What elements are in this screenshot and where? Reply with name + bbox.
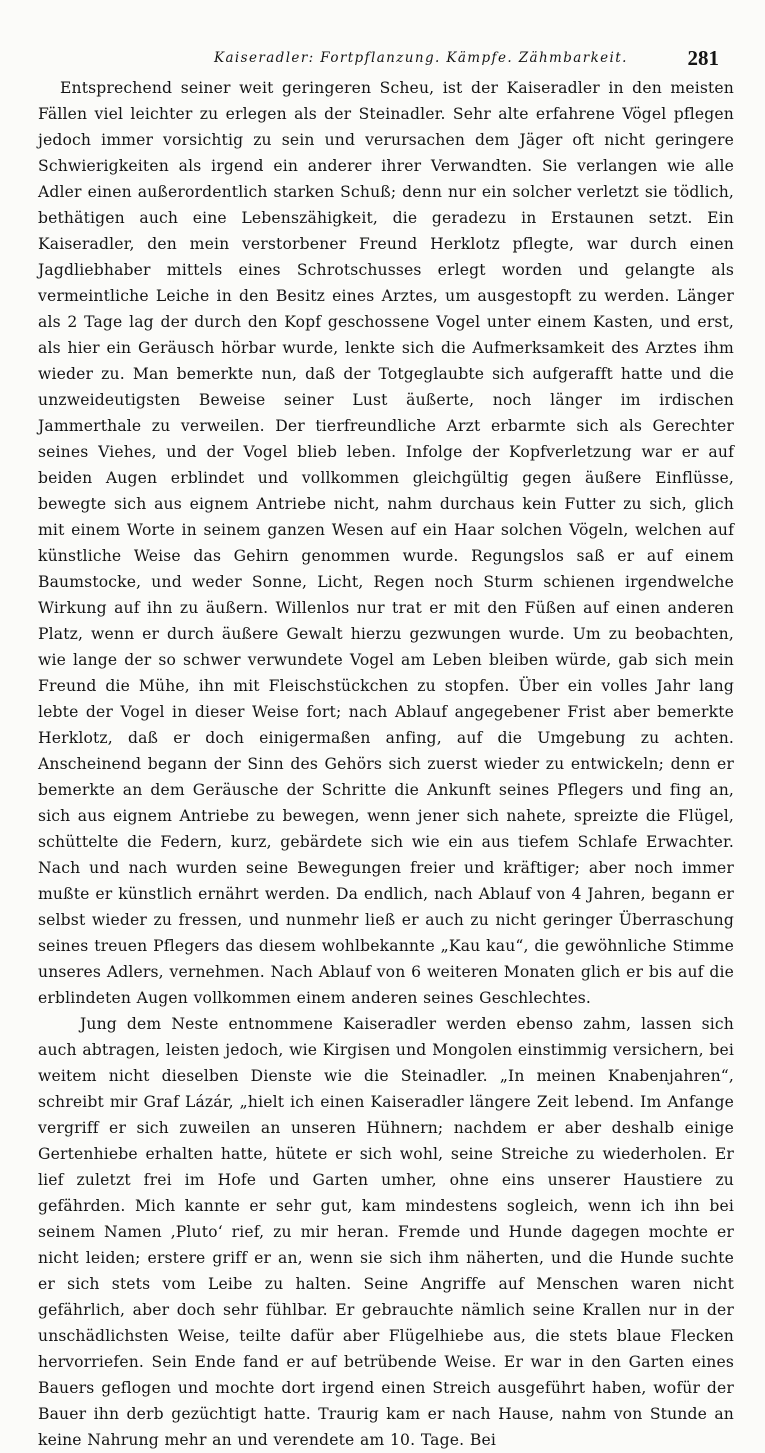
body-text xyxy=(38,75,734,1453)
paragraph-tame-eagle: Jung dem Neste entnommene Kaiseradler werden ebenso zahm, lassen sich auch abtragen, leisten jedoch, wie Kirgisen und Mongolen einstimmig versichern, bei weitem nicht dieselben Dienste wie die Steinadler. „In meinen Knabenjahren“, schreibt mir Graf Lázár, „hielt ich einen Kaiseradler längere Zeit lebend. Im Anfange vergriff er sich zuweilen an unseren Hühnern; nachdem er aber deshalb einige Gertenhiebe erhalten hatte, hütete er sich wohl, seine Streiche zu wiederholen. Er lief zuletzt frei im Hofe und Garten umher, ohne eins unserer Haustiere zu gefährden. Mich kannte er sehr gut, kam mindestens sogleich, wenn ich ihn bei seinem Namen ‚Pluto‘ rief, zu mir heran. Fremde und Hunde dagegen mochte er nicht leiden; erstere griff er an, wenn sie sich ihm näherten, und die Hunde suchte er sich stets vom Leibe zu halten. Seine Angriffe auf Menschen waren nicht gefährlich, aber doch sehr fühlbar. Er gebrauchte nämlich seine Krallen nur in der unschädlichsten Weise, teilte dafür aber Flügelhiebe aus, die stets blaue Flecken hervorriefen. Sein Ende fand er auf betrübende Weise. Er war in den Garten eines Bauers geflogen und mochte dort irgend einen Streich ausgeführt haben, wofür der Bauer ihn derb gezüchtigt hatte. Traurig kam er nach Hause, nahm von Stunde an keine Nahrung mehr an und verendete am 10. Tage. Bei xyxy=(38,1015,734,1449)
paragraph-wounded-eagle: Entsprechend seiner weit geringeren Scheu, ist der Kaiseradler in den meisten Fällen viel leichter zu erlegen als der Steinadler. Sehr alte erfahrene Vögel pflegen jedoch immer vorsichtig zu sein und verursachen dem Jäger oft nicht geringere Schwierigkeiten als irgend ein anderer ihrer Verwandten. Sie verlangen wie alle Adler einen außerordentlich starken Schuß; denn nur ein solcher verletzt sie tödlich, bethätigen auch eine Lebenszähigkeit, die geradezu in Erstaunen setzt. Ein Kaiseradler, den mein verstorbener Freund Herklotz pflegte, war durch einen Jagdliebhaber mittels eines Schrotschusses erlegt worden und gelangte als vermeintliche Leiche in den Besitz eines Arztes, um ausgestopft zu werden. Länger als 2 Tage lag der durch den Kopf geschossene Vogel unter einem Kasten, und erst, als hier ein Geräusch hörbar wurde, lenkte sich die Aufmerksamkeit des Arztes ihm wieder zu. Man bemerkte nun, daß der Totgeglaubte sich aufgerafft hatte und die unzweideutigsten Beweise seiner Lust äußerte, noch länger im irdischen Jammerthale zu verweilen. Der tierfreundliche Arzt erbarmte sich als Gerechter seines Viehes, und der Vogel blieb leben. Infolge der Kopfverletzung war er auf beiden Augen erblindet und vollkommen gleichgültig gegen äußere Einflüsse, bewegte sich aus eignem Antriebe nicht, nahm durchaus kein Futter zu sich, glich mit einem Worte in seinem ganzen Wesen auf ein Haar solchen Vögeln, welchen auf künstliche Weise das Gehirn genommen wurde. Regungslos saß er auf einem Baumstocke, und weder Sonne, Licht, Regen noch Sturm schienen irgendwelche Wirkung auf ihn zu äußern. Willenlos nur trat er mit den Füßen auf einen anderen Platz, wenn er durch äußere Gewalt hierzu gezwungen wurde. Um zu beobachten, wie lange der so schwer verwundete Vogel am Leben bleiben würde, gab sich mein Freund die Mühe, ihn mit Fleischstückchen zu stopfen. Über ein volles Jahr lang lebte der Vogel in dieser Weise fort; nach Ablauf angegebener Frist aber bemerkte Herklotz, daß er doch einigermaßen anfing, auf die Umgebung zu achten. Anscheinend begann der Sinn des Gehörs sich zuerst wieder zu entwickeln; denn er bemerkte an dem Geräusche der Schritte die Ankunft seines Pflegers und fing an, sich aus eignem Antriebe zu bewegen, wenn jener sich nahete, spreizte die Flügel, schüttelte die Federn, kurz, gebärdete sich wie ein aus tiefem Schlafe Erwachter. Nach und nach wurden seine Bewegungen freier und kräftiger; aber noch immer mußte er künstlich ernährt werden. Da endlich, nach Ablauf von 4 Jahren, begann er selbst wieder zu fressen, und nunmehr ließ er auch zu nicht geringer Überraschung seines treuen Pflegers das diesem wohlbekannte „Kau kau“, die gewöhnliche Stimme unseres Adlers, vernehmen. Nach Ablauf von 6 weiteren Monaten glich er bis auf die erblindeten Augen vollkommen einem anderen seines Geschlechtes. xyxy=(38,79,734,1007)
page-number: 281 xyxy=(687,46,719,70)
running-head xyxy=(44,46,727,72)
running-title: Kaiseradler: Fortpflanzung. Kämpfe. Zähmbarkeit. xyxy=(214,50,628,66)
